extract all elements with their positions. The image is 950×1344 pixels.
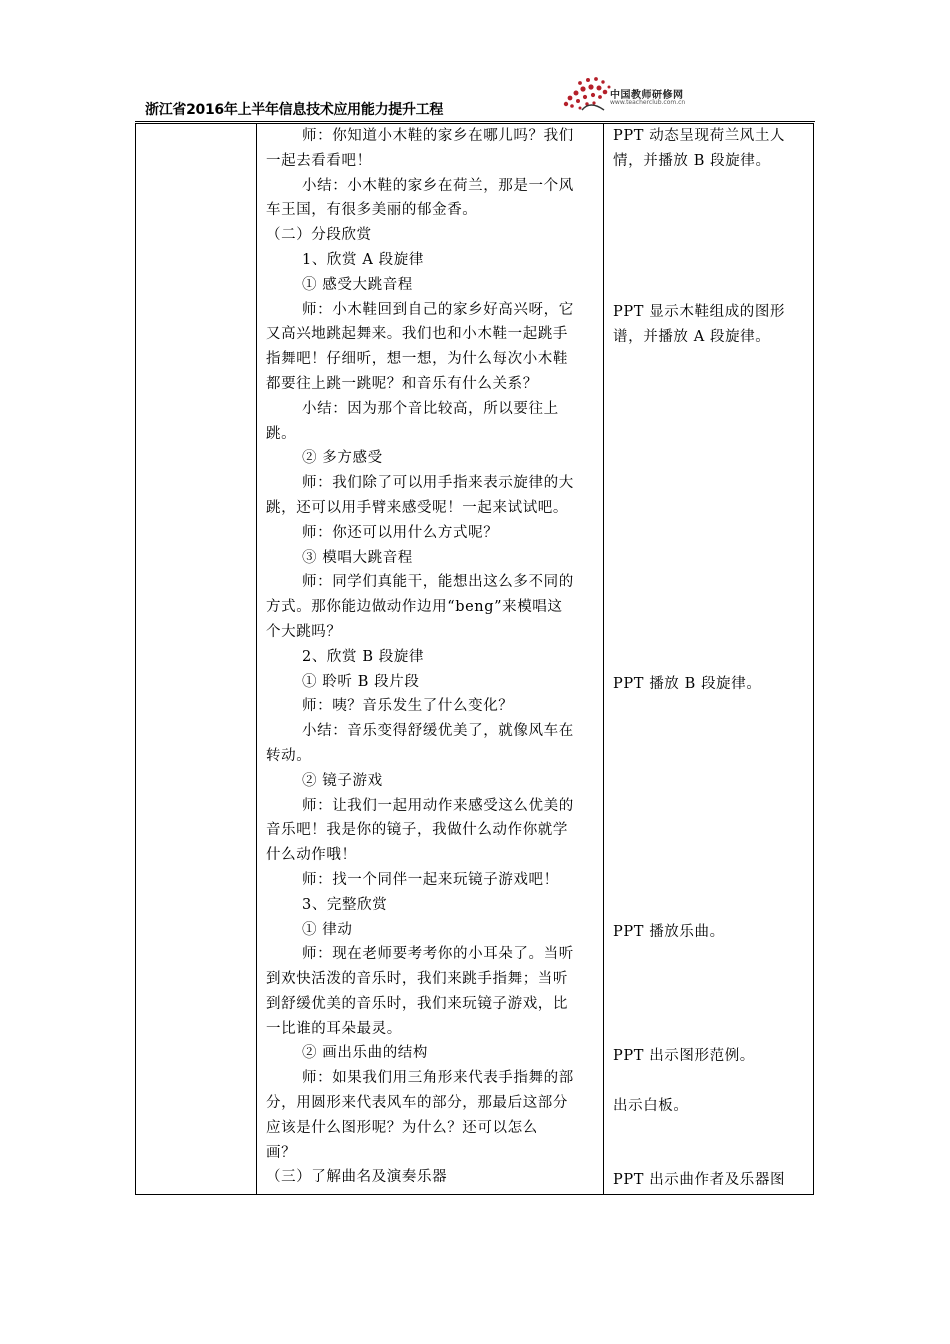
content-line: 应该是什么图形呢？为什么？还可以怎么 xyxy=(266,1119,538,1136)
media-note: 出示白板。 xyxy=(613,1098,689,1114)
content-line: 什么动作哦！ xyxy=(266,847,357,864)
content-line: 画？ xyxy=(266,1144,297,1161)
media-note: 谱，并播放 A 段旋律。 xyxy=(613,328,771,345)
content-line: 师：找一个同伴一起来玩镜子游戏吧！ xyxy=(302,871,559,888)
column-divider-left xyxy=(256,124,257,1194)
header-divider xyxy=(135,121,815,122)
content-line: 师：咦？音乐发生了什么变化？ xyxy=(302,698,514,715)
media-note: 情，并播放 B 段旋律。 xyxy=(613,152,771,169)
content-line: 3、完整欣赏 xyxy=(302,896,388,913)
content-line: ① 聆听 B 段片段 xyxy=(302,673,420,690)
content-line: ① 律动 xyxy=(302,921,353,938)
lesson-plan-table xyxy=(135,123,814,1195)
content-line: 师：如果我们用三角形来代表手指舞的部 xyxy=(302,1070,574,1087)
content-line: ③ 模唱大跳音程 xyxy=(302,549,413,566)
content-line: 车王国，有很多美丽的郁金香。 xyxy=(266,202,478,219)
content-line: 音乐吧！我是你的镜子，我做什么动作你就学 xyxy=(266,822,568,839)
media-note: PPT 出示图形范例。 xyxy=(613,1048,755,1064)
content-line: 都要往上跳一跳呢？和音乐有什么关系？ xyxy=(266,375,538,392)
teaching-process-column xyxy=(264,124,604,1190)
content-line: 转动。 xyxy=(266,747,312,764)
section-heading: （二）分段欣赏 xyxy=(266,227,372,244)
content-line: 师：同学们真能干，能想出这么多不同的 xyxy=(302,574,574,591)
media-note: PPT 播放 B 段旋律。 xyxy=(613,676,762,692)
content-line: 到欢快活泼的音乐时，我们来跳手指舞；当听 xyxy=(266,971,568,988)
content-line: 又高兴地跳起舞来。我们也和小木鞋一起跳手 xyxy=(266,326,568,343)
content-line: 师：你还可以用什么方式呢？ xyxy=(302,524,499,541)
content-line: 跳。 xyxy=(266,425,297,442)
content-line: ② 镜子游戏 xyxy=(302,772,383,789)
content-line: 师：让我们一起用动作来感受这么优美的 xyxy=(302,797,574,814)
logo-chinese-text: 中国教师研修网 xyxy=(610,90,684,101)
content-line: ② 多方感受 xyxy=(302,450,383,467)
content-line: 一比谁的耳朵最灵。 xyxy=(266,1020,402,1037)
content-line: 到舒缓优美的音乐时，我们来玩镜子游戏，比 xyxy=(266,995,568,1012)
content-line: 指舞吧！仔细听，想一想，为什么每次小木鞋 xyxy=(266,351,568,368)
content-line: 师：现在老师要考考你的小耳朵了。当听 xyxy=(302,946,574,963)
content-line: 师：你知道小木鞋的家乡在哪儿吗？我们 xyxy=(302,128,574,144)
content-line: 方式。那你能边做动作边用“beng”来模唱这 xyxy=(266,599,563,616)
content-line: 一起去看看吧！ xyxy=(266,152,372,169)
content-line: 师：小木鞋回到自己的家乡好高兴呀，它 xyxy=(302,301,574,318)
document-header-title: 浙江省2016年上半年信息技术应用能力提升工程 xyxy=(145,102,444,118)
media-note: PPT 显示木鞋组成的图形 xyxy=(613,304,786,320)
content-line: 小结：音乐变得舒缓优美了，就像风车在 xyxy=(302,723,574,740)
content-line: 师：我们除了可以用手指来表示旋律的大 xyxy=(302,475,574,492)
content-line: 跳，还可以用手臂来感受呢！一起来试试吧。 xyxy=(266,499,568,516)
media-note: PPT 动态呈现荷兰风土人 xyxy=(613,128,786,144)
content-line: ① 感受大跳音程 xyxy=(302,276,413,293)
content-line: 小结：因为那个音比较高，所以要往上 xyxy=(302,400,559,417)
content-line: 个大跳吗？ xyxy=(266,623,342,640)
content-line: 小结：小木鞋的家乡在荷兰，那是一个风 xyxy=(302,177,574,194)
logo-url-text: www.teacherclub.com.cn xyxy=(610,99,686,106)
media-note: PPT 播放乐曲。 xyxy=(613,924,725,940)
content-line: ② 画出乐曲的结构 xyxy=(302,1045,429,1062)
section-heading: （三）了解曲名及演奏乐器 xyxy=(266,1169,448,1186)
content-line: 2、欣赏 B 段旋律 xyxy=(302,648,425,665)
content-line: 1、欣赏 A 段旋律 xyxy=(302,251,424,268)
media-note: PPT 出示曲作者及乐器图 xyxy=(613,1172,786,1188)
content-line: 分，用圆形来代表风车的部分，那最后这部分 xyxy=(266,1095,568,1112)
